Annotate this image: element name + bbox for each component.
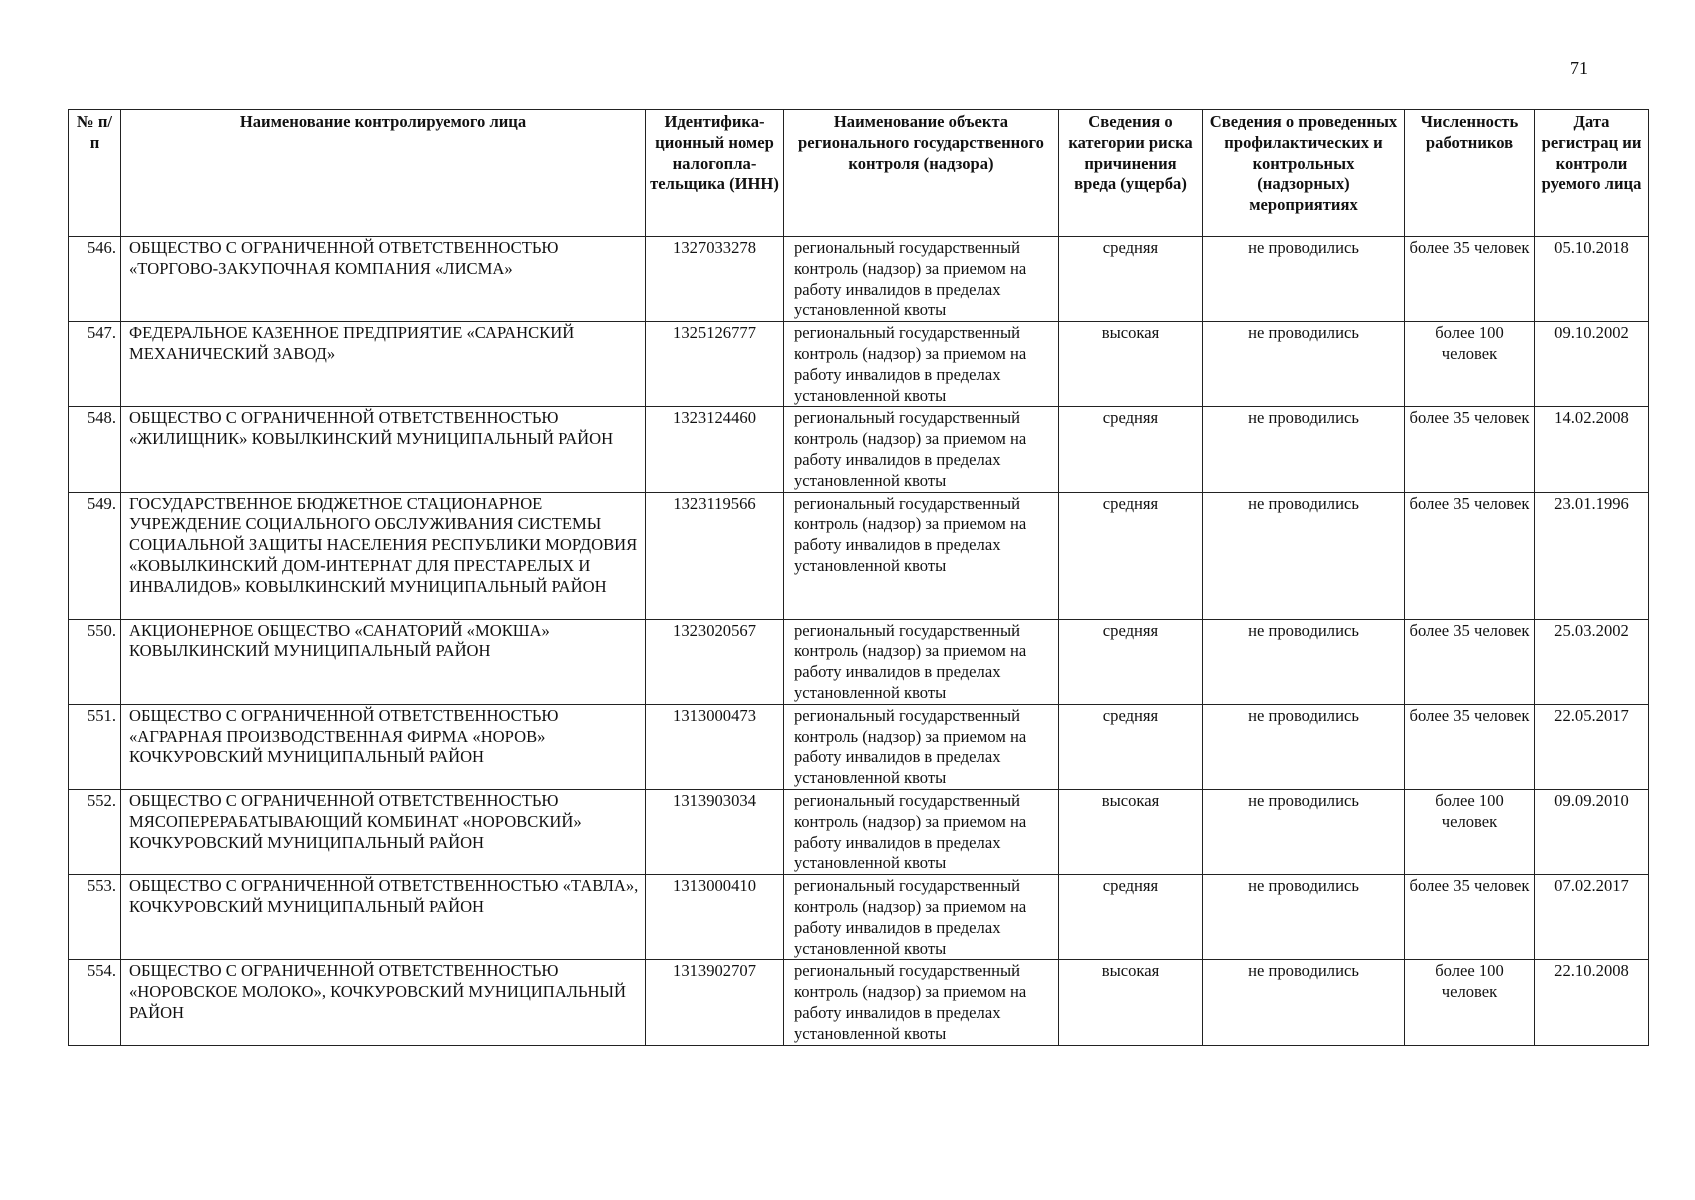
registration-date: 09.09.2010	[1535, 789, 1649, 874]
inn-value: 1323020567	[646, 619, 784, 704]
header-row	[69, 110, 1649, 237]
header-controlled-entity: Наименование контролируемого лица	[121, 110, 646, 237]
registration-date: 09.10.2002	[1535, 322, 1649, 407]
control-object: региональный государственный контроль (надзор) за приемом на работу инвалидов в пределах установленной квоты	[784, 407, 1059, 492]
row-number: 550.	[69, 619, 121, 704]
events-info: не проводились	[1203, 875, 1405, 960]
table-row	[69, 875, 1649, 960]
inn-value: 1313000410	[646, 875, 784, 960]
staff-count: более 35 человек	[1405, 875, 1535, 960]
registration-date: 25.03.2002	[1535, 619, 1649, 704]
table-row	[69, 237, 1649, 322]
inn-value: 1327033278	[646, 237, 784, 322]
control-object: региональный государственный контроль (надзор) за приемом на работу инвалидов в пределах установленной квоты	[784, 960, 1059, 1045]
staff-count: более 35 человек	[1405, 492, 1535, 619]
risk-category: средняя	[1059, 704, 1203, 789]
risk-category: средняя	[1059, 875, 1203, 960]
row-number: 546.	[69, 237, 121, 322]
risk-category: средняя	[1059, 407, 1203, 492]
staff-count: более 100 человек	[1405, 322, 1535, 407]
entity-name: ОБЩЕСТВО С ОГРАНИЧЕННОЙ ОТВЕТСТВЕННОСТЬЮ «НОРОВСКОЕ МОЛОКО», КОЧКУРОВСКИЙ МУНИЦИПАЛЬНЫЙ РАЙОН	[121, 960, 646, 1045]
control-object: региональный государственный контроль (надзор) за приемом на работу инвалидов в пределах установленной квоты	[784, 492, 1059, 619]
entity-name: ОБЩЕСТВО С ОГРАНИЧЕННОЙ ОТВЕТСТВЕННОСТЬЮ «ЖИЛИЩНИК» КОВЫЛКИНСКИЙ МУНИЦИПАЛЬНЫЙ РАЙОН	[121, 407, 646, 492]
row-number: 551.	[69, 704, 121, 789]
risk-category: средняя	[1059, 237, 1203, 322]
entity-name: ФЕДЕРАЛЬНОЕ КАЗЕННОЕ ПРЕДПРИЯТИЕ «САРАНСКИЙ МЕХАНИЧЕСКИЙ ЗАВОД»	[121, 322, 646, 407]
risk-category: высокая	[1059, 322, 1203, 407]
row-number: 549.	[69, 492, 121, 619]
row-number: 553.	[69, 875, 121, 960]
registration-date: 23.01.1996	[1535, 492, 1649, 619]
header-risk-category: Сведения о категории риска причинения вреда (ущерба)	[1059, 110, 1203, 237]
staff-count: более 100 человек	[1405, 960, 1535, 1045]
page-number: 71	[1570, 58, 1588, 78]
entity-name: ОБЩЕСТВО С ОГРАНИЧЕННОЙ ОТВЕТСТВЕННОСТЬЮ «ТОРГОВО-ЗАКУПОЧНАЯ КОМПАНИЯ «ЛИСМА»	[121, 237, 646, 322]
header-staff-count: Численность работников	[1405, 110, 1535, 237]
events-info: не проводились	[1203, 492, 1405, 619]
events-info: не проводились	[1203, 407, 1405, 492]
staff-count: более 35 человек	[1405, 407, 1535, 492]
inn-value: 1313903034	[646, 789, 784, 874]
registration-date: 07.02.2017	[1535, 875, 1649, 960]
entity-name: ОБЩЕСТВО С ОГРАНИЧЕННОЙ ОТВЕТСТВЕННОСТЬЮ «АГРАРНАЯ ПРОИЗВОДСТВЕННАЯ ФИРМА «НОРОВ» КОЧКУРОВСКИЙ МУНИЦИПАЛЬНЫЙ РАЙОН	[121, 704, 646, 789]
registration-date: 05.10.2018	[1535, 237, 1649, 322]
header-registration-date: Дата регистрац ии контроли руемого лица	[1535, 110, 1649, 237]
row-number: 552.	[69, 789, 121, 874]
control-object: региональный государственный контроль (надзор) за приемом на работу инвалидов в пределах установленной квоты	[784, 322, 1059, 407]
risk-category: средняя	[1059, 619, 1203, 704]
registration-date: 22.10.2008	[1535, 960, 1649, 1045]
row-number: 547.	[69, 322, 121, 407]
table-row	[69, 322, 1649, 407]
events-info: не проводились	[1203, 704, 1405, 789]
inn-value: 1313902707	[646, 960, 784, 1045]
table-row	[69, 704, 1649, 789]
staff-count: более 100 человек	[1405, 789, 1535, 874]
inn-value: 1313000473	[646, 704, 784, 789]
control-object: региональный государственный контроль (надзор) за приемом на работу инвалидов в пределах установленной квоты	[784, 704, 1059, 789]
entity-name: ГОСУДАРСТВЕННОЕ БЮДЖЕТНОЕ СТАЦИОНАРНОЕ УЧРЕЖДЕНИЕ СОЦИАЛЬНОГО ОБСЛУЖИВАНИЯ СИСТЕМЫ СОЦИАЛЬНОЙ ЗАЩИТЫ НАСЕЛЕНИЯ РЕСПУБЛИКИ МОРДОВИЯ «КОВЫЛКИНСКИЙ ДОМ-ИНТЕРНАТ ДЛЯ ПРЕСТАРЕЛЫХ И ИНВАЛИДОВ» КОВЫЛКИНСКИЙ МУНИЦИПАЛЬНЫЙ РАЙОН	[121, 492, 646, 619]
registration-date: 22.05.2017	[1535, 704, 1649, 789]
inn-value: 1323119566	[646, 492, 784, 619]
table-body	[69, 237, 1649, 1046]
entity-name: ОБЩЕСТВО С ОГРАНИЧЕННОЙ ОТВЕТСТВЕННОСТЬЮ МЯСОПЕРЕРАБАТЫВАЮЩИЙ КОМБИНАТ «НОРОВСКИЙ» КОЧКУРОВСКИЙ МУНИЦИПАЛЬНЫЙ РАЙОН	[121, 789, 646, 874]
inn-value: 1325126777	[646, 322, 784, 407]
staff-count: более 35 человек	[1405, 704, 1535, 789]
registry-table	[68, 109, 1649, 1046]
events-info: не проводились	[1203, 789, 1405, 874]
table-row	[69, 407, 1649, 492]
table-row	[69, 619, 1649, 704]
control-object: региональный государственный контроль (надзор) за приемом на работу инвалидов в пределах установленной квоты	[784, 875, 1059, 960]
registration-date: 14.02.2008	[1535, 407, 1649, 492]
header-number: № п/п	[69, 110, 121, 237]
control-object: региональный государственный контроль (надзор) за приемом на работу инвалидов в пределах установленной квоты	[784, 789, 1059, 874]
events-info: не проводились	[1203, 960, 1405, 1045]
events-info: не проводились	[1203, 237, 1405, 322]
risk-category: средняя	[1059, 492, 1203, 619]
table-row	[69, 960, 1649, 1045]
table-row	[69, 789, 1649, 874]
staff-count: более 35 человек	[1405, 619, 1535, 704]
entity-name: ОБЩЕСТВО С ОГРАНИЧЕННОЙ ОТВЕТСТВЕННОСТЬЮ «ТАВЛА», КОЧКУРОВСКИЙ МУНИЦИПАЛЬНЫЙ РАЙОН	[121, 875, 646, 960]
risk-category: высокая	[1059, 789, 1203, 874]
staff-count: более 35 человек	[1405, 237, 1535, 322]
inn-value: 1323124460	[646, 407, 784, 492]
control-object: региональный государственный контроль (надзор) за приемом на работу инвалидов в пределах установленной квоты	[784, 237, 1059, 322]
row-number: 554.	[69, 960, 121, 1045]
header-inn: Идентифика- ционный номер налогопла- тельщика (ИНН)	[646, 110, 784, 237]
entity-name: АКЦИОНЕРНОЕ ОБЩЕСТВО «САНАТОРИЙ «МОКША» КОВЫЛКИНСКИЙ МУНИЦИПАЛЬНЫЙ РАЙОН	[121, 619, 646, 704]
events-info: не проводились	[1203, 322, 1405, 407]
header-events: Сведения о проведенных профилактических и контрольных (надзорных) мероприятиях	[1203, 110, 1405, 237]
events-info: не проводились	[1203, 619, 1405, 704]
row-number: 548.	[69, 407, 121, 492]
table-row	[69, 492, 1649, 619]
control-object: региональный государственный контроль (надзор) за приемом на работу инвалидов в пределах установленной квоты	[784, 619, 1059, 704]
table-header	[69, 110, 1649, 237]
header-control-object: Наименование объекта регионального государственного контроля (надзора)	[784, 110, 1059, 237]
risk-category: высокая	[1059, 960, 1203, 1045]
